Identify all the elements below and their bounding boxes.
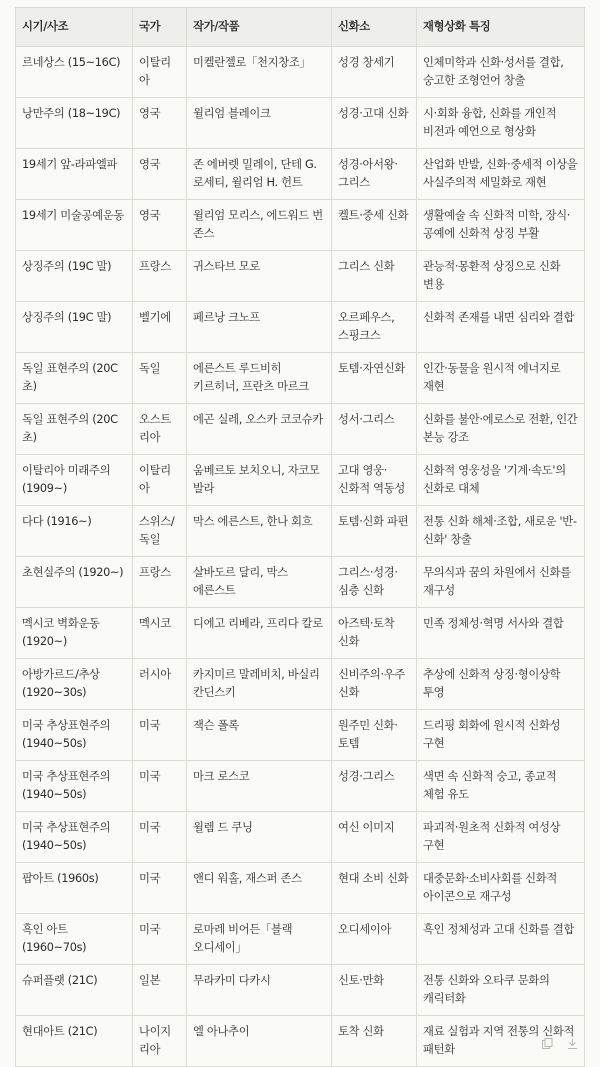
cell-features: 시·회화 융합, 신화를 개인적 비전과 예언으로 형상화 <box>417 98 585 149</box>
table-row <box>16 710 585 761</box>
cell-period: 다다 (1916~) <box>16 506 133 557</box>
table-row <box>16 863 585 914</box>
cell-artist-work: 디에고 리베라, 프리다 칼로 <box>187 608 332 659</box>
table-row <box>16 659 585 710</box>
cell-period: 독일 표현주의 (20C 초) <box>16 404 133 455</box>
cell-country: 멕시코 <box>133 608 187 659</box>
cell-country: 프랑스 <box>133 557 187 608</box>
cell-features: 신화를 불안·에로스로 전환, 인간 본능 강조 <box>417 404 585 455</box>
cell-period: 아방가르드/추상 (1920~30s) <box>16 659 133 710</box>
table-row <box>16 251 585 302</box>
cell-country: 미국 <box>133 761 187 812</box>
table-row <box>16 965 585 1016</box>
cell-artist-work: 마크 로스코 <box>187 761 332 812</box>
cell-period: 상징주의 (19C 말) <box>16 302 133 353</box>
cell-period: 팝아트 (1960s) <box>16 863 133 914</box>
cell-mytheme: 켈트·중세 신화 <box>332 200 417 251</box>
cell-country: 미국 <box>133 812 187 863</box>
cell-period: 미국 추상표현주의 (1940~50s) <box>16 761 133 812</box>
cell-mytheme: 여신 이미지 <box>332 812 417 863</box>
cell-country: 영국 <box>133 200 187 251</box>
cell-country: 일본 <box>133 965 187 1016</box>
cell-artist-work: 움베르토 보치오니, 자코모 발라 <box>187 455 332 506</box>
cell-artist-work: 에른스트 루드비히 키르히너, 프란츠 마르크 <box>187 353 332 404</box>
table-row <box>16 557 585 608</box>
cell-country: 미국 <box>133 710 187 761</box>
table-row <box>16 302 585 353</box>
table-row <box>16 200 585 251</box>
cell-mytheme: 토템·신화 파편 <box>332 506 417 557</box>
cell-country: 러시아 <box>133 659 187 710</box>
cell-features: 추상에 신화적 상징·형이상학 투영 <box>417 659 585 710</box>
table-row <box>16 812 585 863</box>
copy-icon[interactable] <box>542 1038 553 1052</box>
cell-period: 멕시코 벽화운동 (1920~) <box>16 608 133 659</box>
cell-artist-work: 엘 아나추이 <box>187 1016 332 1067</box>
cell-artist-work: 미켈란젤로「천지창조」 <box>187 47 332 98</box>
table-body <box>16 47 585 1067</box>
cell-features: 인체미학과 신화·성서를 결합, 숭고한 조형언어 창출 <box>417 47 585 98</box>
table-row <box>16 404 585 455</box>
cell-features: 흑인 정체성과 고대 신화를 결합 <box>417 914 585 965</box>
cell-mytheme: 성서·그리스 <box>332 404 417 455</box>
cell-artist-work: 윌렘 드 쿠닝 <box>187 812 332 863</box>
cell-country: 영국 <box>133 98 187 149</box>
cell-mytheme: 현대 소비 신화 <box>332 863 417 914</box>
cell-artist-work: 카지미르 말레비치, 바실리 칸딘스키 <box>187 659 332 710</box>
cell-mytheme: 그리스·성경·심층 신화 <box>332 557 417 608</box>
download-icon[interactable] <box>567 1038 578 1052</box>
cell-artist-work: 존 에버렛 밀레이, 단테 G. 로세티, 윌리엄 H. 헌트 <box>187 149 332 200</box>
cell-artist-work: 막스 에른스트, 한나 회흐 <box>187 506 332 557</box>
cell-country: 독일 <box>133 353 187 404</box>
cell-mytheme: 성경 창세기 <box>332 47 417 98</box>
table-row <box>16 761 585 812</box>
cell-country: 벨기에 <box>133 302 187 353</box>
cell-mytheme: 그리스 신화 <box>332 251 417 302</box>
cell-artist-work: 살바도르 달리, 막스 에른스트 <box>187 557 332 608</box>
header-mytheme: 신화소 <box>332 8 417 47</box>
cell-mytheme: 토착 신화 <box>332 1016 417 1067</box>
cell-period: 19세기 미술공예운동 <box>16 200 133 251</box>
table-row <box>16 914 585 965</box>
cell-period: 흑인 아트 (1960~70s) <box>16 914 133 965</box>
header-country: 국가 <box>133 8 187 47</box>
cell-features: 색면 속 신화적 숭고, 종교적 체험 유도 <box>417 761 585 812</box>
art-movements-table <box>15 7 585 1067</box>
cell-mytheme: 성경·고대 신화 <box>332 98 417 149</box>
cell-artist-work: 에곤 실레, 오스카 코코슈카 <box>187 404 332 455</box>
header-artist-work: 작가/작품 <box>187 8 332 47</box>
cell-period: 상징주의 (19C 말) <box>16 251 133 302</box>
cell-artist-work: 윌리엄 블레이크 <box>187 98 332 149</box>
cell-period: 독일 표현주의 (20C 초) <box>16 353 133 404</box>
cell-features: 생활예술 속 신화적 미학, 장식·공예에 신화적 상징 부활 <box>417 200 585 251</box>
cell-features: 신화적 영웅성을 '기계·속도'의 신화로 대체 <box>417 455 585 506</box>
header-features: 재형상화 특징 <box>417 8 585 47</box>
cell-features: 전통 신화 해체·조합, 새로운 '반-신화' 창출 <box>417 506 585 557</box>
cell-mytheme: 토템·자연신화 <box>332 353 417 404</box>
cell-period: 슈퍼플랫 (21C) <box>16 965 133 1016</box>
cell-mytheme: 신비주의·우주 신화 <box>332 659 417 710</box>
cell-mytheme: 아즈텍·토착 신화 <box>332 608 417 659</box>
header-period: 시기/사조 <box>16 8 133 47</box>
table-row <box>16 1016 585 1067</box>
cell-features: 파괴적·원초적 신화적 여성상 구현 <box>417 812 585 863</box>
cell-country: 오스트리아 <box>133 404 187 455</box>
table-row <box>16 149 585 200</box>
cell-artist-work: 잭슨 폴록 <box>187 710 332 761</box>
cell-artist-work: 귀스타브 모로 <box>187 251 332 302</box>
table-row <box>16 98 585 149</box>
cell-country: 이탈리아 <box>133 455 187 506</box>
cell-features: 신화적 존재를 내면 심리와 결합 <box>417 302 585 353</box>
cell-period: 낭만주의 (18~19C) <box>16 98 133 149</box>
cell-country: 나이지리아 <box>133 1016 187 1067</box>
cell-country: 프랑스 <box>133 251 187 302</box>
cell-country: 미국 <box>133 914 187 965</box>
cell-artist-work: 무라카미 다카시 <box>187 965 332 1016</box>
cell-period: 현대아트 (21C) <box>16 1016 133 1067</box>
table-row <box>16 506 585 557</box>
cell-mytheme: 원주민 신화·토템 <box>332 710 417 761</box>
table-container <box>15 7 584 1067</box>
cell-period: 이탈리아 미래주의 (1909~) <box>16 455 133 506</box>
cell-mytheme: 신토·만화 <box>332 965 417 1016</box>
cell-features: 재료 실험과 지역 전통의 신화적 패턴화 <box>417 1016 585 1067</box>
cell-country: 미국 <box>133 863 187 914</box>
cell-features: 대중문화·소비사회를 신화적 아이콘으로 재구성 <box>417 863 585 914</box>
cell-features: 관능적·몽환적 상징으로 신화 변용 <box>417 251 585 302</box>
cell-features: 민족 정체성·혁명 서사와 결합 <box>417 608 585 659</box>
table-row <box>16 353 585 404</box>
cell-artist-work: 페르낭 크노프 <box>187 302 332 353</box>
cell-artist-work: 로마레 비어든「블랙 오디세이」 <box>187 914 332 965</box>
table-toolbar <box>542 1038 578 1052</box>
cell-mytheme: 오디세이아 <box>332 914 417 965</box>
cell-mytheme: 성경·아서왕·그리스 <box>332 149 417 200</box>
cell-features: 드리핑 회화에 원시적 신화성 구현 <box>417 710 585 761</box>
cell-features: 무의식과 꿈의 차원에서 신화를 재구성 <box>417 557 585 608</box>
table-header-row <box>16 8 585 47</box>
cell-country: 스위스/독일 <box>133 506 187 557</box>
cell-period: 르네상스 (15~16C) <box>16 47 133 98</box>
cell-features: 인간·동물을 원시적 에너지로 재현 <box>417 353 585 404</box>
cell-period: 미국 추상표현주의 (1940~50s) <box>16 710 133 761</box>
table-row <box>16 455 585 506</box>
cell-period: 초현실주의 (1920~) <box>16 557 133 608</box>
cell-mytheme: 고대 영웅·신화적 역동성 <box>332 455 417 506</box>
table-row <box>16 608 585 659</box>
cell-mytheme: 성경·그리스 <box>332 761 417 812</box>
cell-country: 영국 <box>133 149 187 200</box>
cell-mytheme: 오르페우스, 스핑크스 <box>332 302 417 353</box>
cell-artist-work: 앤디 워홀, 재스퍼 존스 <box>187 863 332 914</box>
cell-country: 이탈리아 <box>133 47 187 98</box>
table-row <box>16 47 585 98</box>
cell-features: 전통 신화와 오타쿠 문화의 캐릭터화 <box>417 965 585 1016</box>
cell-period: 19세기 앞-라파엘파 <box>16 149 133 200</box>
cell-artist-work: 윌리엄 모리스, 에드워드 번 존스 <box>187 200 332 251</box>
cell-features: 산업화 반발, 신화·중세적 이상을 사실주의적 세밀화로 재현 <box>417 149 585 200</box>
cell-period: 미국 추상표현주의 (1940~50s) <box>16 812 133 863</box>
